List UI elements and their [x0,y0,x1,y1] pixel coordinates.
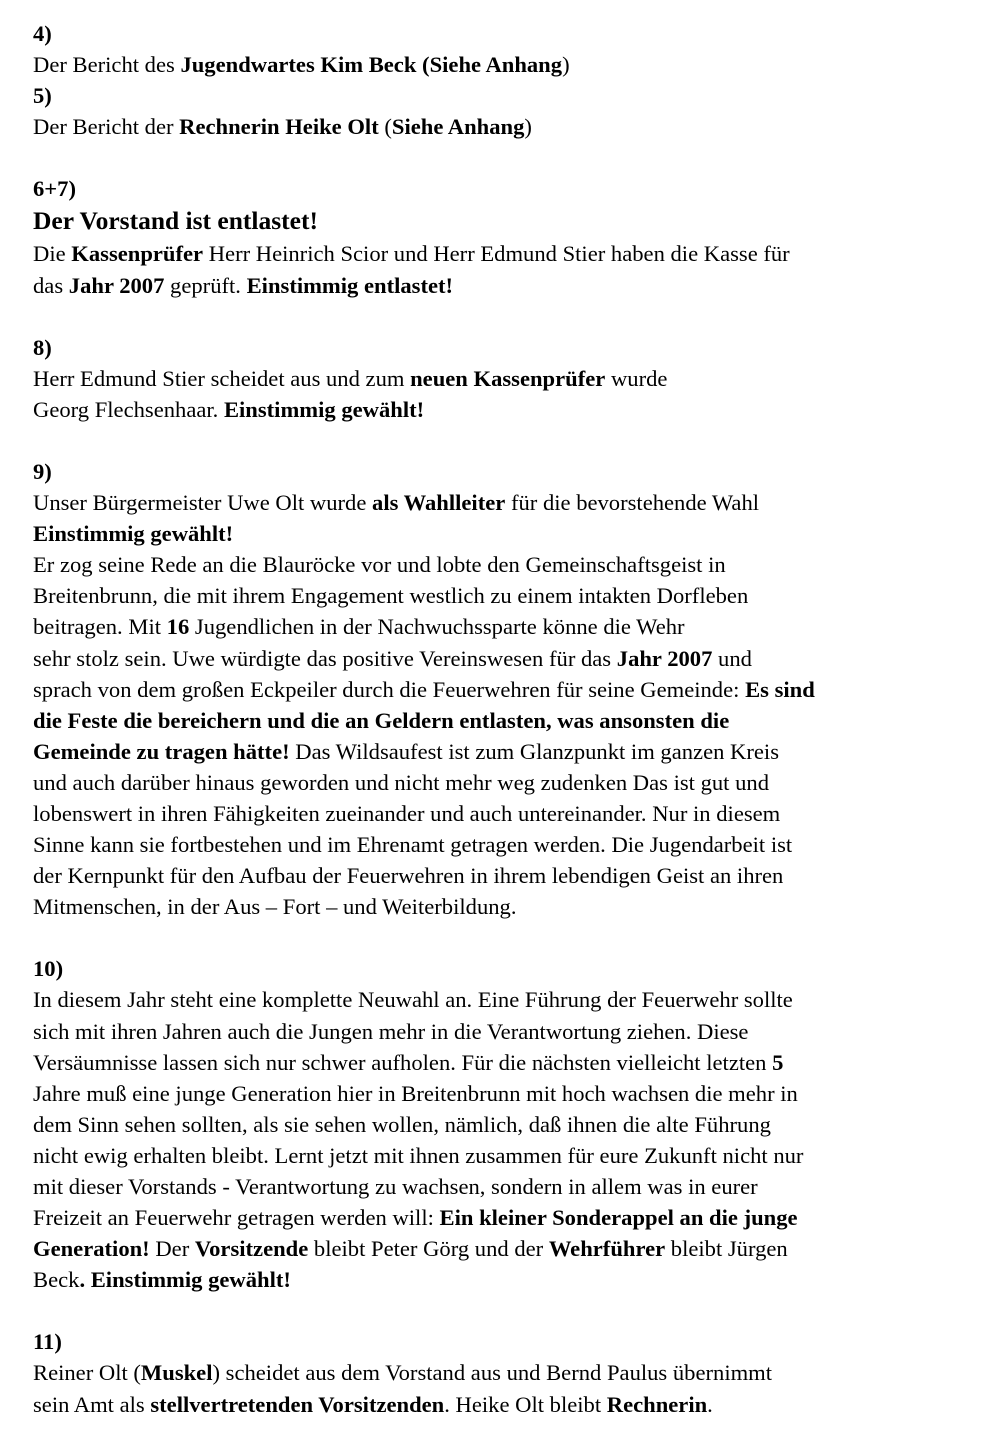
text-line [33,1233,983,1264]
text-line [33,394,983,425]
spacer [33,1295,983,1326]
text-run: . [707,1391,713,1417]
text-line [33,1047,983,1078]
bold-text: Rechnerin Heike Olt [179,114,379,140]
bold-text: neuen Kassenprüfer [410,365,606,391]
text-run: sein Amt als [33,1391,151,1417]
spacer [33,301,983,332]
text-line [33,363,983,394]
bold-text: Jugendwartes Kim Beck (Siehe Anhang [180,52,563,78]
spacer [33,922,983,953]
bold-text: Einstimmig gewählt! [223,396,425,422]
text-line [33,1264,983,1295]
bold-text: 5 [772,1049,784,1075]
text-run: wurde [605,365,668,391]
text-run: ( [378,114,392,140]
section-heading: Der Vorstand ist entlastet! [33,206,318,236]
section-paragraph [33,984,983,1295]
spacer [33,425,983,456]
bold-text: Einstimmig entlastet! [246,272,454,298]
text-line [33,1202,983,1233]
text-run: Er zog seine Rede an die Blauröcke vor und lobte den Gemeinschaftsgeist in [33,552,726,578]
text-run: Die [33,241,72,267]
text-run: In diesem Jahr steht eine komplette Neuwahl an. Eine Führung der Feuerwehr sollte [33,987,793,1013]
bold-text: Es sind [745,676,815,702]
text-line [33,1389,983,1420]
text-run: Der [149,1236,195,1262]
text-run: ) [524,114,532,140]
text-line [33,860,983,891]
bold-text: Ein kleiner Sonderappel an die junge [439,1205,798,1231]
section-paragraph [33,363,983,425]
section-paragraph [33,487,983,922]
text-run: Jugendlichen in der Nachwuchssparte könne die Wehr [189,614,685,640]
text-line [33,1357,983,1388]
text-line [33,736,983,767]
section-number: 8) [33,334,52,360]
text-run: Das Wildsaufest ist zum Glanzpunkt im ganzen Kreis [289,738,779,764]
spacer [33,142,983,173]
text-line [33,767,983,798]
bold-text: Jahr 2007 [616,645,713,671]
text-run: Herr Heinrich Scior und Herr Edmund Stier haben die Kasse für [203,241,790,267]
text-run: geprüft. [164,272,247,298]
bold-text: Einstimmig gewählt! [33,521,234,547]
document-page [33,18,983,1420]
bold-text: Siehe Anhang [391,114,525,140]
text-run: und [712,645,752,671]
text-run: nicht ewig erhalten bleibt. Lernt jetzt mit ihnen zusammen für eure Zukunft nicht nur [33,1142,804,1168]
text-run: bleibt Peter Görg und der [308,1236,549,1262]
text-run: Herr Edmund Stier scheidet aus und zum [33,365,411,391]
text-run: Georg Flechsenhaar. [33,396,224,422]
text-line [33,580,983,611]
bold-text: Muskel [140,1360,213,1386]
section-number: 9) [33,458,52,484]
bold-text: Generation! [33,1236,150,1262]
bold-text: 16 [166,614,190,640]
text-line [33,1016,983,1047]
text-run: sprach von dem großen Eckpeiler durch die Feuerwehren für seine Gemeinde: [33,676,746,702]
bold-text: Vorsitzende [194,1236,309,1262]
text-line [33,643,983,674]
text-run: Reiner Olt ( [33,1360,141,1386]
text-run: sehr stolz sein. Uwe würdigte das positive Vereinswesen für das [33,645,617,671]
text-line [33,891,983,922]
text-run: das [33,272,69,298]
bold-text: Wehrführer [548,1236,666,1262]
bold-text: Jahr 2007 [68,272,165,298]
text-run: und auch darüber hinaus geworden und nicht mehr weg zudenken Das ist gut und [33,769,769,795]
text-line [33,611,983,642]
text-run: dem Sinn sehen sollten, als sie sehen wollen, nämlich, daß ihnen die alte Führung [33,1111,771,1137]
section-line [33,111,983,142]
text-run: Beck [33,1267,80,1293]
text-line [33,829,983,860]
text-run: für die bevorstehende Wahl [505,490,760,516]
text-line [33,487,983,518]
bold-text: Gemeinde zu tragen hätte! [33,738,290,764]
text-run: Mitmenschen, in der Aus – Fort – und Weiterbildung. [33,894,517,920]
text-line [33,518,983,549]
text-line [33,270,983,301]
bold-text: stellvertretenden Vorsitzenden [150,1391,445,1417]
section-number: 4) [33,21,52,46]
text-run: Sinne kann sie fortbestehen und im Ehrenamt getragen werden. Die Jugendarbeit ist [33,832,793,858]
bold-text: . Einstimmig gewählt! [79,1267,291,1293]
text-line [33,798,983,829]
section-number: 6+7) [33,176,76,202]
text-run: Der Bericht des [33,52,181,78]
text-run: Der Bericht der [33,114,180,140]
text-run: Freizeit an Feuerwehr getragen werden will: [33,1205,440,1231]
section-paragraph [33,1357,983,1419]
text-run: sich mit ihren Jahren auch die Jungen mehr in die Verantwortung ziehen. Diese [33,1018,749,1044]
text-run: bleibt Jürgen [665,1236,788,1262]
text-run: ) scheidet aus dem Vorstand aus und Bernd Paulus übernimmt [212,1360,773,1386]
bold-text: als Wahlleiter [372,490,506,516]
text-run: Unser Bürgermeister Uwe Olt wurde [33,490,373,516]
text-run: mit dieser Vorstands - Verantwortung zu wachsen, sondern in allem was in eurer [33,1174,758,1199]
text-run: lobenswert in ihren Fähigkeiten zueinander und auch untereinander. Nur in diesem [33,800,781,826]
text-line [33,674,983,705]
text-line [33,549,983,580]
bold-text: Rechnerin [606,1391,708,1417]
text-run: Breitenbrunn, die mit ihrem Engagement westlich zu einem intakten Dorfleben [33,583,749,609]
text-run: ) [562,52,570,78]
text-line [33,984,983,1015]
section-number: 11) [33,1329,62,1355]
section-paragraph [33,238,983,300]
text-run: Jahre muß eine junge Generation hier in Breitenbrunn mit hoch wachsen die mehr in [33,1080,798,1106]
text-run: . Heike Olt bleibt [444,1391,607,1417]
text-line [33,705,983,736]
text-run: der Kernpunkt für den Aufbau der Feuerwehren in ihrem lebendigen Geist an ihren [33,863,784,889]
bold-text: Kassenprüfer [71,241,204,267]
text-line [33,1109,983,1140]
text-run: beitragen. Mit [33,614,167,640]
text-run: Versäumnisse lassen sich nur schwer aufholen. Für die nächsten vielleicht letzten [33,1049,773,1075]
text-line [33,1140,983,1171]
text-line [33,238,983,269]
bold-text: die Feste die bereichern und die an Geldern entlasten, was ansonsten die [33,707,730,733]
section-number: 5) [33,83,52,109]
text-line [33,1078,983,1109]
section-line [33,49,983,80]
text-line [33,1171,983,1202]
section-number: 10) [33,956,64,982]
